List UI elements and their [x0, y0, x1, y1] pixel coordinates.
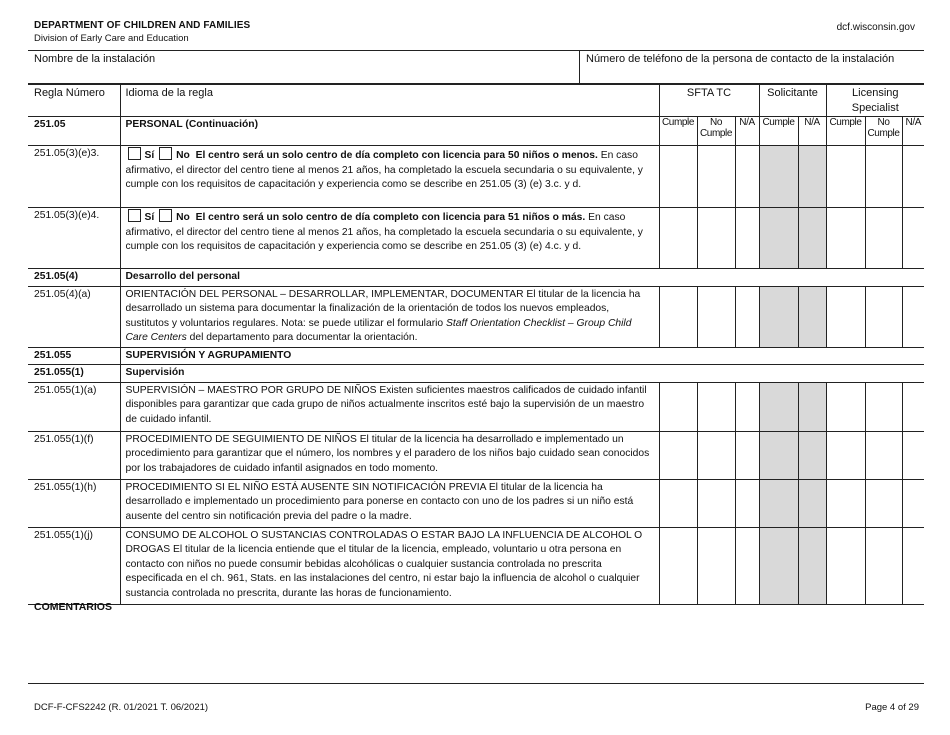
department-name: DEPARTMENT OF CHILDREN AND FAMILIES — [34, 20, 251, 31]
sfta-not-meets-cell[interactable] — [697, 479, 735, 527]
facility-name-label: Nombre de la instalación — [34, 53, 156, 65]
ls-na-cell[interactable] — [902, 208, 924, 269]
licensing-specialist-header: Licensing Specialist — [826, 85, 924, 117]
ls-not-meets-cell[interactable] — [865, 479, 902, 527]
rule-text — [120, 208, 659, 269]
rule-number-header: Regla Número — [28, 85, 120, 117]
rule-bold-text: El centro será un solo centro de día completo con licencia para 51 niños o más. — [195, 212, 586, 223]
rule-text: SUPERVISIÓN – MAESTRO POR GRUPO DE NIÑOS Existen suficientes maestros calificados de cuidado infantil disponibles para garantizar que cada grupo de niños actualmente inscritos esté bajo la supervisión de un maestro de cuidado infantil. — [120, 382, 659, 431]
applicant-header: Solicitante — [759, 85, 826, 117]
comments-label: COMENTARIOS — [34, 601, 112, 613]
table-row — [28, 208, 924, 269]
sfta-not-meets-cell[interactable] — [697, 382, 735, 431]
applicant-na-header: N/A — [798, 117, 826, 146]
table-row — [28, 431, 924, 479]
yes-label: Sí — [144, 212, 155, 223]
facility-info-row — [28, 50, 924, 85]
sfta-meets-cell[interactable] — [659, 146, 697, 208]
ls-not-meets-cell[interactable] — [865, 146, 902, 208]
ls-meets-cell[interactable] — [826, 527, 865, 604]
rule-bold-text: El centro será un solo centro de día completo con licencia para 50 niños o menos. — [195, 150, 598, 161]
sfta-meets-cell[interactable] — [659, 527, 697, 604]
no-label: No — [176, 150, 190, 161]
sfta-not-meets-header: No Cumple — [697, 117, 735, 146]
yes-label: Sí — [144, 150, 155, 161]
section-title: Supervisión — [120, 365, 924, 383]
form-title-italic: Staff Orientation Checklist – Group Child Care Centers — [125, 317, 632, 343]
table-row — [28, 286, 924, 347]
section-number: 251.055(1) — [28, 365, 120, 383]
sfta-na-cell[interactable] — [735, 208, 759, 269]
applicant-na-cell — [798, 431, 826, 479]
rules-table — [28, 84, 924, 605]
sfta-na-header: N/A — [735, 117, 759, 146]
rule-text: PROCEDIMIENTO DE SEGUIMIENTO DE NIÑOS El titular de la licencia ha desarrollado e implementado un procedimiento para garantizar que el número, los nombres y el paradero de los niños bajo cuidado sean conocidos por los trabajadores de cuidado infantil asignados en todo momento. — [120, 431, 659, 479]
section-title: Desarrollo del personal — [120, 269, 924, 287]
applicant-meets-cell — [759, 208, 798, 269]
ls-not-meets-cell[interactable] — [865, 286, 902, 347]
no-checkbox[interactable] — [159, 209, 172, 222]
sfta-meets-cell[interactable] — [659, 382, 697, 431]
ls-not-meets-cell[interactable] — [865, 431, 902, 479]
applicant-meets-cell — [759, 527, 798, 604]
facility-phone-label: Número de teléfono de la persona de contacto de la instalación — [586, 53, 895, 65]
applicant-meets-cell — [759, 286, 798, 347]
ls-not-meets-cell[interactable] — [865, 208, 902, 269]
rule-body-text-end: del departamento para documentar la orientación. — [189, 332, 418, 343]
rule-number: 251.055(1)(j) — [28, 527, 120, 604]
rule-number: 251.05(3)(e)3. — [28, 146, 120, 208]
sfta-na-cell[interactable] — [735, 146, 759, 208]
rule-number: 251.055(1)(h) — [28, 479, 120, 527]
applicant-na-cell — [798, 286, 826, 347]
ls-na-cell[interactable] — [902, 146, 924, 208]
sfta-not-meets-cell[interactable] — [697, 527, 735, 604]
column-group-header — [28, 85, 924, 117]
sfta-meets-cell[interactable] — [659, 286, 697, 347]
table-row — [28, 527, 924, 604]
section-number: 251.05 — [28, 117, 120, 146]
ls-meets-cell[interactable] — [826, 146, 865, 208]
section-number: 251.055 — [28, 347, 120, 365]
website-link[interactable]: dcf.wisconsin.gov — [836, 22, 915, 33]
section-title: SUPERVISIÓN Y AGRUPAMIENTO — [120, 347, 924, 365]
ls-na-cell[interactable] — [902, 431, 924, 479]
form-number: DCF-F-CFS2242 (R. 01/2021 T. 06/2021) — [34, 702, 209, 713]
sfta-na-cell[interactable] — [735, 382, 759, 431]
rule-body-text: En caso afirmativo, el director del centro tiene al menos 21 años, ha completado la escuela secundaria o su equivalente, y cumple con los requisitos de capacitación y experiencia como se describe en 251.05 (3) (e) 4.c. y d. — [125, 212, 643, 252]
section-number: 251.05(4) — [28, 269, 120, 287]
applicant-na-cell — [798, 382, 826, 431]
yes-checkbox[interactable] — [128, 209, 141, 222]
ls-na-cell[interactable] — [902, 382, 924, 431]
ls-meets-header: Cumple — [826, 117, 865, 146]
sfta-not-meets-cell[interactable] — [697, 286, 735, 347]
rule-body-text: En caso afirmativo, el director del centro tiene al menos 21 años, ha completado la escuela secundaria o su equivalente, y cumple con los requisitos de capacitación y experiencia como se describe en 251.05 (3) (e) 3.c. y d. — [125, 150, 643, 190]
sfta-not-meets-cell[interactable] — [697, 208, 735, 269]
applicant-na-cell — [798, 146, 826, 208]
sfta-meets-cell[interactable] — [659, 479, 697, 527]
rule-language-header: Idioma de la regla — [120, 85, 659, 117]
applicant-na-cell — [798, 208, 826, 269]
applicant-meets-cell — [759, 146, 798, 208]
ls-na-header: N/A — [902, 117, 924, 146]
applicant-meets-cell — [759, 479, 798, 527]
ls-not-meets-cell[interactable] — [865, 382, 902, 431]
ls-na-cell[interactable] — [902, 527, 924, 604]
sfta-meets-cell[interactable] — [659, 208, 697, 269]
no-label: No — [176, 212, 190, 223]
ls-na-cell[interactable] — [902, 286, 924, 347]
sfta-not-meets-cell[interactable] — [697, 431, 735, 479]
footer-divider — [28, 683, 924, 684]
ls-meets-cell[interactable] — [826, 479, 865, 527]
ls-meets-cell[interactable] — [826, 286, 865, 347]
rule-number: 251.055(1)(f) — [28, 431, 120, 479]
sfta-meets-cell[interactable] — [659, 431, 697, 479]
table-row — [28, 146, 924, 208]
facility-phone-field[interactable] — [580, 51, 924, 83]
applicant-meets-cell — [759, 431, 798, 479]
ls-na-cell[interactable] — [902, 479, 924, 527]
section-row — [28, 269, 924, 287]
page-number: Page 4 of 29 — [865, 702, 919, 713]
applicant-meets-header: Cumple — [759, 117, 798, 146]
sfta-na-cell[interactable] — [735, 286, 759, 347]
rule-number: 251.05(4)(a) — [28, 286, 120, 347]
rule-text: CONSUMO DE ALCOHOL O SUSTANCIAS CONTROLADAS O ESTAR BAJO LA INFLUENCIA DE ALCOHOL O DROGAS El titular de la licencia entiende que el titular de la licencia, empleado, voluntario u otra persona en contacto con niños no puede consumir bebidas alcohólicas o cualquier sustancia controlada no prescrita especificada en el ch. 961, Stats. en las instalaciones del centro, ni estar bajo la influencia de alcohol o cualquier sustancia controlada no prescrita, durante las horas de funcionamiento. — [120, 527, 659, 604]
sfta-meets-header: Cumple — [659, 117, 697, 146]
rule-text: PROCEDIMIENTO SI EL NIÑO ESTÁ AUSENTE SIN NOTIFICACIÓN PREVIA El titular de la licencia ha desarrollado e implementado un procedimiento para ponerse en contacto con uno de los padres si un niño está ausente del centro sin notificación previa del padre o la madre. — [120, 479, 659, 527]
rule-text — [120, 286, 659, 347]
applicant-meets-cell — [759, 382, 798, 431]
ls-meets-cell[interactable] — [826, 382, 865, 431]
table-row — [28, 479, 924, 527]
applicant-na-cell — [798, 527, 826, 604]
rule-body-text: ORIENTACIÓN DEL PERSONAL – DESARROLLAR, IMPLEMENTAR, DOCUMENTAR El titular de la licencia ha desarrollado un sistema para documentar la finalización de la orientación de todos los nuevos empleados, sustitutos y voluntarios regulares. Nota: se puede utilizar el formulario — [125, 288, 641, 329]
ls-meets-cell[interactable] — [826, 431, 865, 479]
section-row — [28, 347, 924, 365]
division-name: Division of Early Care and Education — [34, 33, 189, 44]
rule-number: 251.055(1)(a) — [28, 382, 120, 431]
applicant-na-cell — [798, 479, 826, 527]
table-row — [28, 382, 924, 431]
sfta-not-meets-cell[interactable] — [697, 146, 735, 208]
yes-checkbox[interactable] — [128, 147, 141, 160]
ls-meets-cell[interactable] — [826, 208, 865, 269]
sfta-na-cell[interactable] — [735, 479, 759, 527]
section-row — [28, 365, 924, 383]
rule-text — [120, 146, 659, 208]
facility-name-field[interactable] — [28, 51, 580, 83]
ls-not-meets-cell[interactable] — [865, 527, 902, 604]
rule-number: 251.05(3)(e)4. — [28, 208, 120, 269]
sfta-na-cell[interactable] — [735, 431, 759, 479]
ls-not-meets-header: No Cumple — [865, 117, 902, 146]
sfta-na-cell[interactable] — [735, 527, 759, 604]
section-row — [28, 117, 924, 146]
no-checkbox[interactable] — [159, 147, 172, 160]
section-title: PERSONAL (Continuación) — [120, 117, 659, 146]
sfta-tc-header: SFTA TC — [659, 85, 759, 117]
page-header — [34, 20, 250, 44]
